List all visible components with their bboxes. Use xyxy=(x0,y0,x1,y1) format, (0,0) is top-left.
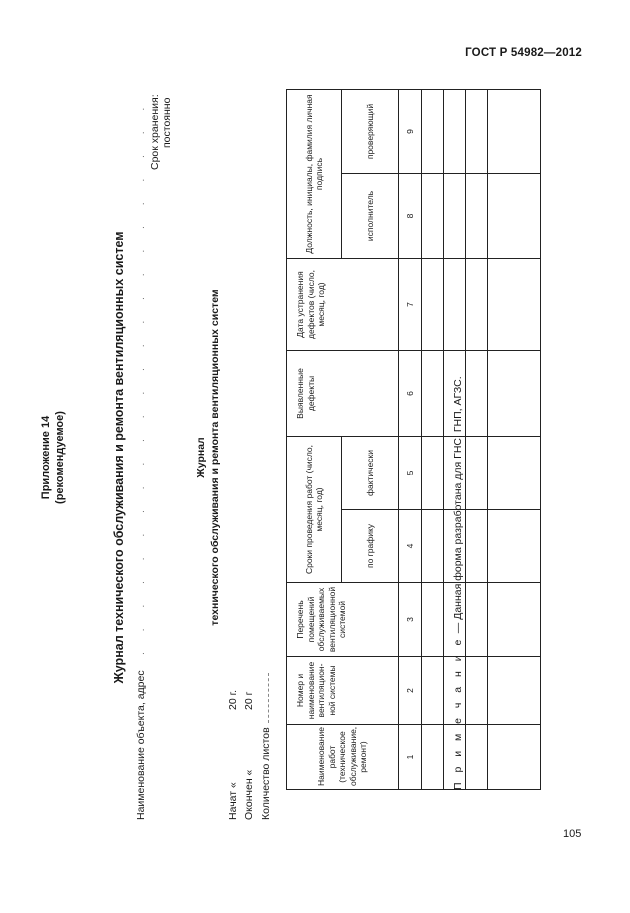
col-num: 3 xyxy=(399,583,422,657)
header-work-type: Наименование работ (техническое обслуживание, ремонт) xyxy=(287,725,399,790)
table-row xyxy=(422,89,444,789)
finished-label: Окончен « xyxy=(243,769,255,820)
col-num: 8 xyxy=(399,174,422,259)
rotated-page-content xyxy=(40,45,480,870)
header-fix-date: Дата устранения дефектов (число, месяц, год) xyxy=(287,259,399,351)
sheets-label: Количество листов xyxy=(259,673,272,820)
header-person: Должность, инициалы, фамилия личная подпись xyxy=(287,89,342,258)
col-num: 9 xyxy=(399,89,422,173)
table-note: П р и м е ч а н и е — Данная форма разработана для ГНС, ГНП, АГЗС. xyxy=(452,376,464,790)
object-fill-line: . . . . . . . . . . . . . . . . . . . . . . . . xyxy=(135,104,147,655)
col-num: 5 xyxy=(399,437,422,510)
table-row xyxy=(466,89,488,789)
header-actual: фактически xyxy=(342,437,399,510)
object-label: Наименование объекта, адрес xyxy=(135,670,147,820)
standard-header: ГОСТ Р 54982—2012 xyxy=(465,47,582,59)
storage-label: Срок хранения: xyxy=(149,94,161,170)
col-num: 1 xyxy=(399,725,422,790)
started-year: 20 г. xyxy=(227,689,239,710)
appendix-title: Приложение 14 xyxy=(40,415,52,500)
sheets-fill-line xyxy=(259,673,269,723)
journal-table xyxy=(286,89,541,790)
header-checker: проверяющий xyxy=(342,89,399,173)
table-row xyxy=(488,89,541,789)
column-number-row xyxy=(399,89,422,789)
header-executor: исполнитель xyxy=(342,174,399,259)
finished-year: 20 г xyxy=(243,691,255,710)
page-number: 105 xyxy=(563,828,582,840)
main-title: Журнал технического обслуживания и ремонта вентиляционных систем xyxy=(112,231,126,684)
col-num: 7 xyxy=(399,259,422,351)
storage-value: постоянно xyxy=(161,97,173,148)
header-defects: Выявленные дефекты xyxy=(287,351,399,437)
journal-title-line2: технического обслуживания и ремонта вентиляционных систем xyxy=(209,289,221,626)
started-label: Начат « xyxy=(227,782,239,820)
header-system: Номер и наименование вентиляцион-ной системы xyxy=(287,657,399,725)
header-dates: Сроки проведения работ (число, месяц, год) xyxy=(287,437,342,583)
header-by-schedule: по графику xyxy=(342,510,399,583)
col-num: 2 xyxy=(399,657,422,725)
header-rooms: Перечень помещений обслуживаемых вентиляционной системой xyxy=(287,583,399,657)
appendix-note: (рекомендуемое) xyxy=(54,411,66,504)
col-num: 4 xyxy=(399,510,422,583)
journal-title-line1: Журнал xyxy=(195,437,207,478)
col-num: 6 xyxy=(399,351,422,437)
